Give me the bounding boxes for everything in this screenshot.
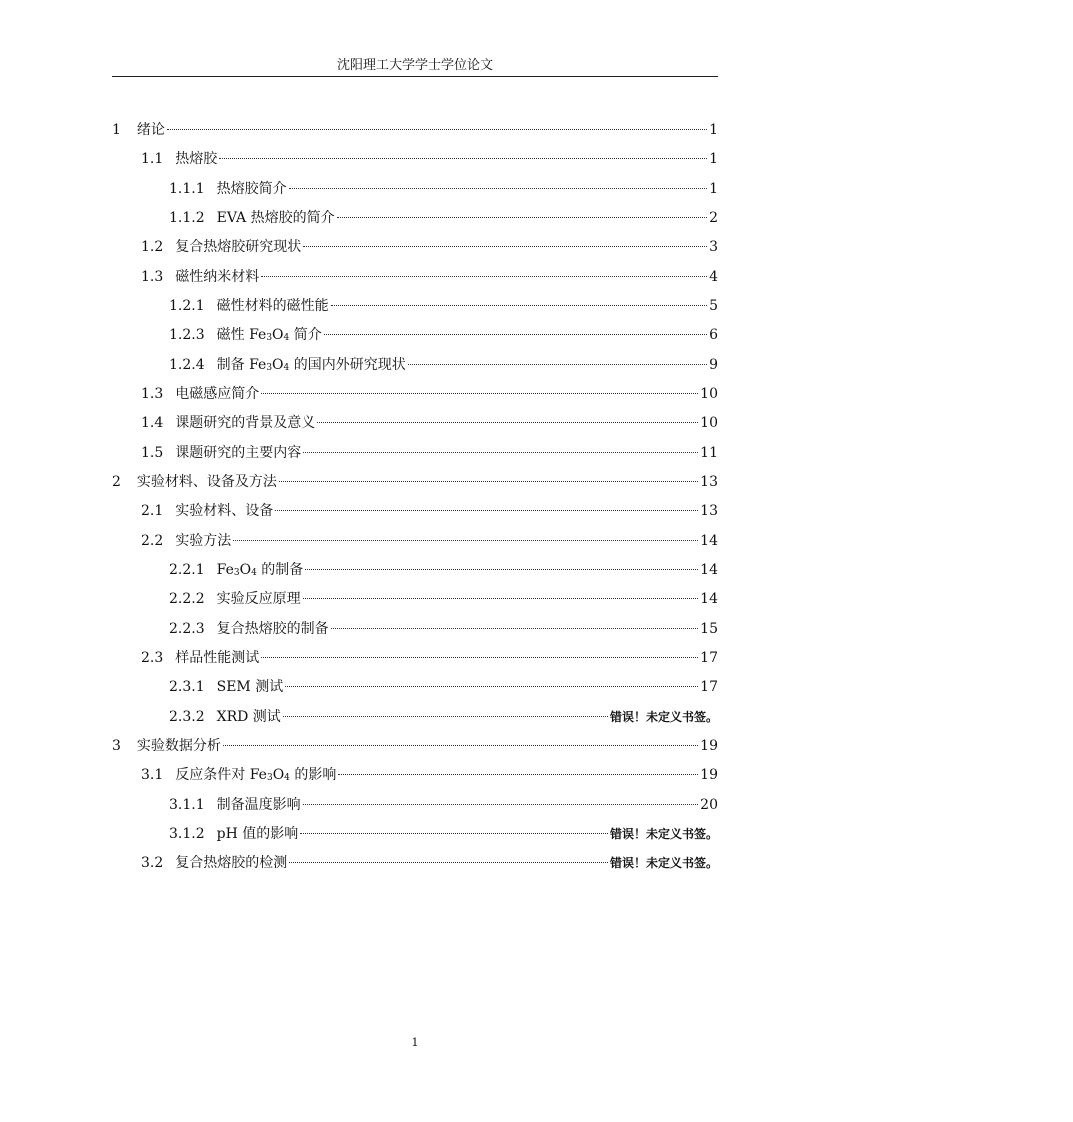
toc-dot-leader [317,422,698,423]
toc-dot-leader [408,364,707,365]
toc-entry-number: 1.5 [141,444,164,461]
toc-dot-leader [261,276,707,277]
toc-entry[interactable] [112,116,718,145]
toc-entry-title: 实验反应原理 [216,591,301,608]
page-header [112,52,718,77]
toc-entry-page: 9 [709,356,718,373]
toc-entry-title: $Fe_3O_4$ 的制备 [216,561,304,578]
toc-entry-title: 实验材料、设备及方法 [136,473,277,490]
toc-entry-number: 1.1.2 [169,209,205,226]
toc-entry-title: 磁性 $Fe_3O_4$ 简介 [216,327,322,344]
toc-dot-leader [261,393,698,394]
toc-entry[interactable] [112,527,718,556]
toc-entry-number: 1.2.3 [169,327,205,344]
toc-entry-page: 1 [709,180,718,197]
toc-entry[interactable] [112,351,718,380]
toc-dot-leader [283,716,608,717]
toc-entry-title: SEM 测试 [216,679,284,696]
toc-entry[interactable] [112,233,718,262]
toc-entry-title: 课题研究的背景及意义 [175,415,316,432]
toc-entry-number: 2.2.1 [169,561,205,578]
toc-entry-number: 3.1.1 [169,796,205,813]
toc-entry-page: 13 [700,473,718,490]
toc-entry-page: 19 [700,767,718,784]
toc-entry-page: 13 [700,503,718,520]
toc-entry[interactable] [112,409,718,438]
toc-entry-page: 5 [709,297,718,314]
toc-entry[interactable] [112,439,718,468]
toc-entry-number: 1.3 [141,385,164,402]
toc-entry-number: 1.3 [141,268,164,285]
toc-entry[interactable] [112,673,718,702]
toc-dot-leader [337,217,708,218]
toc-entry[interactable] [112,292,718,321]
toc-entry-page: 10 [700,415,718,432]
toc-entry-page: 15 [700,620,718,637]
toc-entry-title: 热熔胶简介 [216,180,287,197]
toc-dot-leader [338,774,698,775]
page-number: 1 [411,1036,419,1049]
toc-entry-title: 绪论 [136,122,165,138]
toc-entry-title: 热熔胶 [175,151,218,168]
toc-entry-page: 错误！未定义书签。 [609,826,718,841]
toc-entry[interactable] [112,204,718,233]
toc-entry-number: 2.3.2 [169,708,205,725]
toc-entry-page: 14 [700,591,718,608]
toc-entry-page: 3 [709,239,718,256]
toc-dot-leader [289,188,707,189]
toc-entry[interactable] [112,849,718,878]
toc-entry[interactable] [112,175,718,204]
toc-entry-page: 11 [700,444,718,461]
toc-entry-number: 1 [112,122,121,138]
toc-entry-page: 19 [700,737,718,754]
toc-entry-page: 2 [709,209,718,226]
toc-entry-number: 1.1.1 [169,180,205,197]
toc-entry-number: 2.3.1 [169,679,205,696]
toc-dot-leader [219,158,707,159]
toc-dot-leader [324,334,707,335]
toc-entry-page: 17 [700,649,718,666]
toc-entry-page: 错误！未定义书签。 [609,856,718,871]
toc-entry-title: 复合热熔胶的检测 [175,855,288,872]
toc-dot-leader [167,129,707,130]
toc-entry-title: 制备温度影响 [216,796,301,813]
toc-entry-title: 制备 $Fe_3O_4$ 的国内外研究现状 [216,356,406,373]
toc-entry-number: 2.2 [141,532,164,549]
toc-entry-page: 4 [709,268,718,285]
toc-entry-page: 17 [700,679,718,696]
toc-entry[interactable] [112,761,718,790]
toc-entry-number: 3.1 [141,767,164,784]
toc-entry[interactable] [112,556,718,585]
toc-entry-title: 磁性材料的磁性能 [216,297,329,314]
toc-entry[interactable] [112,145,718,174]
toc-entry[interactable] [112,644,718,673]
toc-entry[interactable] [112,380,718,409]
toc-entry[interactable] [112,791,718,820]
toc-dot-leader [303,246,707,247]
toc-entry-title: 复合热熔胶研究现状 [175,239,302,256]
toc-entry-number: 1.1 [141,151,164,168]
toc-dot-leader [233,540,698,541]
toc-entry-title: EVA 热熔胶的简介 [216,209,335,226]
toc-entry-title: 反应条件对 $Fe_3O_4$ 的影响 [175,767,337,784]
toc-entry-page: 1 [709,151,718,168]
toc-dot-leader [289,862,608,863]
toc-entry-page: 1 [709,122,718,138]
toc-entry-page: 6 [709,327,718,344]
toc-entry-number: 1.4 [141,415,164,432]
toc-entry-number: 2.2.3 [169,620,205,637]
toc-entry-number: 2 [112,473,121,490]
toc-entry-page: 10 [700,385,718,402]
toc-entry-number: 1.2.1 [169,297,205,314]
toc-entry-number: 1.2.4 [169,356,205,373]
header-title: 沈阳理工大学学士学位论文 [336,58,493,73]
toc-dot-leader [303,452,698,453]
toc-entry-number: 2.1 [141,503,164,520]
toc-entry-number: 2.2.2 [169,591,205,608]
toc-dot-leader [285,686,698,687]
toc-entry[interactable] [112,497,718,526]
toc-entry-title: 磁性纳米材料 [175,268,260,285]
toc-entry-number: 1.2 [141,239,164,256]
toc-entry[interactable] [112,468,718,497]
toc-dot-leader [303,598,699,599]
toc-dot-leader [275,510,698,511]
toc-entry[interactable] [112,321,718,350]
toc-entry-page: 20 [700,796,718,813]
toc-entry-number: 3.1.2 [169,825,205,842]
toc-entry-number: 3.2 [141,855,164,872]
toc-entry-title: 实验材料、设备 [175,503,274,520]
toc-dot-leader [331,628,699,629]
toc-entry[interactable] [112,703,718,732]
toc-dot-leader [305,569,698,570]
toc-dot-leader [261,657,698,658]
toc-entry-title: 样品性能测试 [175,649,260,666]
toc-entry[interactable] [112,585,718,614]
toc-entry-title: 复合热熔胶的制备 [216,620,329,637]
toc-entry[interactable] [112,615,718,644]
toc-entry-title: 课题研究的主要内容 [175,444,302,461]
toc-entry-title: 电磁感应简介 [175,385,260,402]
toc-dot-leader [331,305,707,306]
toc-entry-page: 错误！未定义书签。 [609,709,718,724]
toc-entry-number: 2.3 [141,649,164,666]
toc-dot-leader [300,833,608,834]
toc-entry[interactable] [112,263,718,292]
toc-entry[interactable] [112,820,718,849]
table-of-contents [112,116,718,879]
toc-dot-leader [303,804,699,805]
toc-entry-title: XRD 测试 [216,708,281,725]
toc-entry-page: 14 [700,561,718,578]
toc-entry-title: 实验数据分析 [136,737,221,754]
toc-entry-title: 实验方法 [175,532,232,549]
toc-entry-page: 14 [700,532,718,549]
toc-entry-title: pH 值的影响 [216,825,299,842]
toc-dot-leader [223,745,698,746]
toc-entry-number: 3 [112,737,121,754]
toc-entry[interactable] [112,732,718,761]
toc-dot-leader [279,481,698,482]
